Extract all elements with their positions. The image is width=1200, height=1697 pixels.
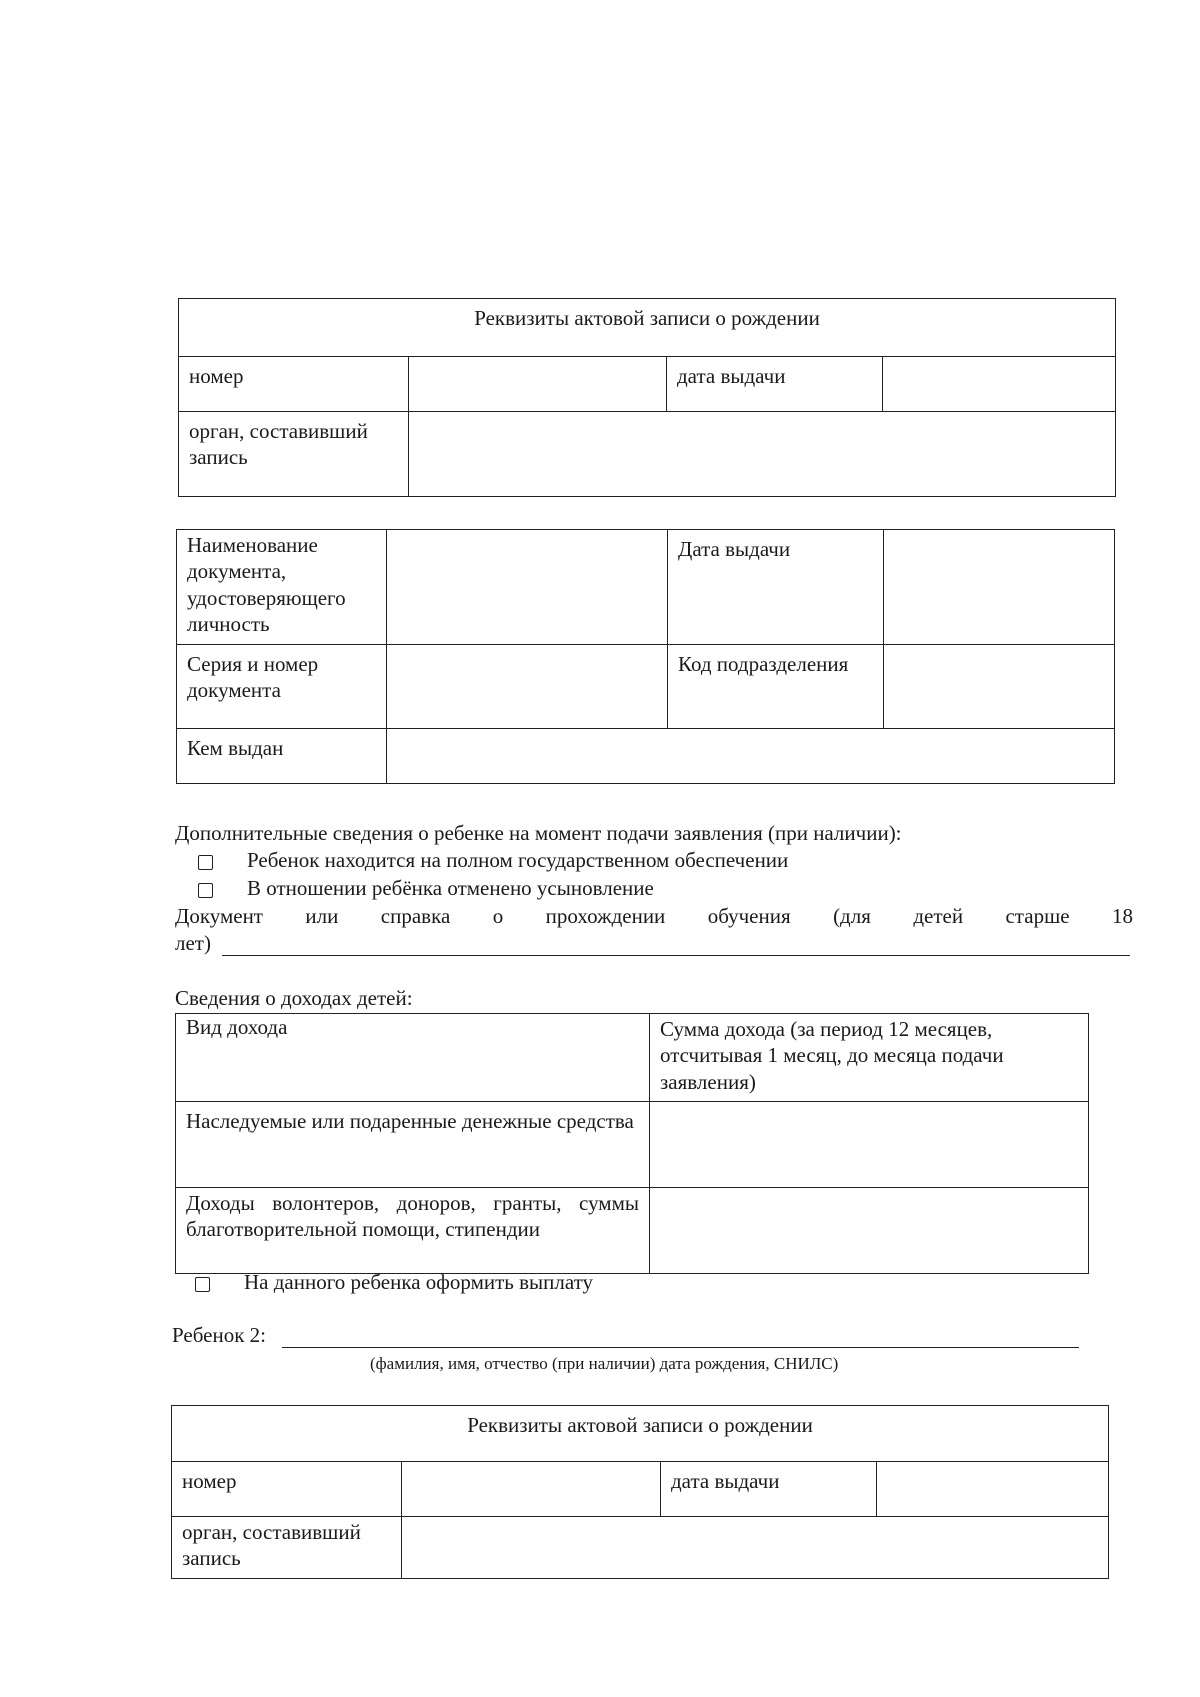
doc-date-field[interactable]	[884, 530, 1115, 645]
additional-heading: Дополнительные сведения о ребенке на момент подачи заявления (при наличии):	[175, 821, 902, 845]
record-date-label: дата выдачи	[667, 357, 883, 412]
income-col-sum: Сумма дохода (за период 12 месяцев, отсчитывая 1 месяц, до месяца подачи заявления)	[650, 1014, 1089, 1102]
payment-option[interactable]	[195, 1269, 593, 1295]
checkbox-icon[interactable]	[198, 883, 213, 898]
checkbox-icon[interactable]	[198, 855, 213, 870]
birth-record-table-2	[171, 1405, 1109, 1579]
record-2-organ-label: орган, составивший запись	[172, 1517, 402, 1579]
income-row-1-sum-field[interactable]	[650, 1101, 1089, 1187]
birth-record-table-1	[178, 298, 1116, 497]
additional-option-1[interactable]	[198, 847, 788, 873]
income-row-2-label: Доходы волонтеров, доноров, гранты, суммы благотворительной помощи, стипендии	[176, 1187, 650, 1273]
payment-option-label: На данного ребенка оформить выплату	[244, 1270, 594, 1294]
income-col-type: Вид дохода	[176, 1014, 650, 1102]
income-row-1-label: Наследуемые или подаренные денежные средства	[176, 1101, 650, 1187]
record-2-number-field[interactable]	[402, 1462, 661, 1517]
additional-option-2[interactable]	[198, 875, 654, 901]
study-doc-line-2: лет)	[175, 931, 211, 955]
record-2-date-field[interactable]	[877, 1462, 1109, 1517]
child-2-label: Ребенок 2:	[172, 1323, 266, 1347]
income-row-2-sum-field[interactable]	[650, 1187, 1089, 1273]
record-2-organ-field[interactable]	[402, 1517, 1109, 1579]
doc-date-label: Дата выдачи	[668, 530, 884, 645]
record-date-field[interactable]	[883, 357, 1116, 412]
doc-series-label: Серия и номер документа	[177, 645, 387, 729]
record-2-date-label: дата выдачи	[661, 1462, 877, 1517]
doc-code-field[interactable]	[884, 645, 1115, 729]
study-doc-fill-line[interactable]	[222, 955, 1130, 956]
doc-issued-by-label: Кем выдан	[177, 729, 387, 784]
record-title: Реквизиты актовой записи о рождении	[179, 299, 1116, 357]
option-2-label: В отношении ребёнка отменено усыновление	[247, 876, 654, 900]
record-2-title: Реквизиты актовой записи о рождении	[172, 1406, 1109, 1462]
record-number-label: номер	[179, 357, 409, 412]
record-2-number-label: номер	[172, 1462, 402, 1517]
doc-name-field[interactable]	[387, 530, 668, 645]
doc-name-label: Наименование документа, удостоверяющего личность	[177, 530, 387, 645]
doc-series-field[interactable]	[387, 645, 668, 729]
child-2-fill-line[interactable]	[282, 1347, 1079, 1348]
option-1-label: Ребенок находится на полном государственном обеспечении	[247, 848, 789, 872]
record-organ-label: орган, составивший запись	[179, 412, 409, 497]
record-organ-field[interactable]	[409, 412, 1116, 497]
record-number-field[interactable]	[409, 357, 667, 412]
study-doc-line-1: Документ или справка о прохождении обучения (для детей старше 18	[175, 904, 1133, 928]
doc-issued-by-field[interactable]	[387, 729, 1115, 784]
child-2-caption: (фамилия, имя, отчество (при наличии) дата рождения, СНИЛС)	[370, 1354, 839, 1373]
checkbox-icon[interactable]	[195, 1277, 210, 1292]
identity-doc-table	[176, 529, 1115, 784]
income-table	[175, 1013, 1089, 1274]
doc-code-label: Код подразделения	[668, 645, 884, 729]
income-heading: Сведения о доходах детей:	[175, 986, 413, 1010]
